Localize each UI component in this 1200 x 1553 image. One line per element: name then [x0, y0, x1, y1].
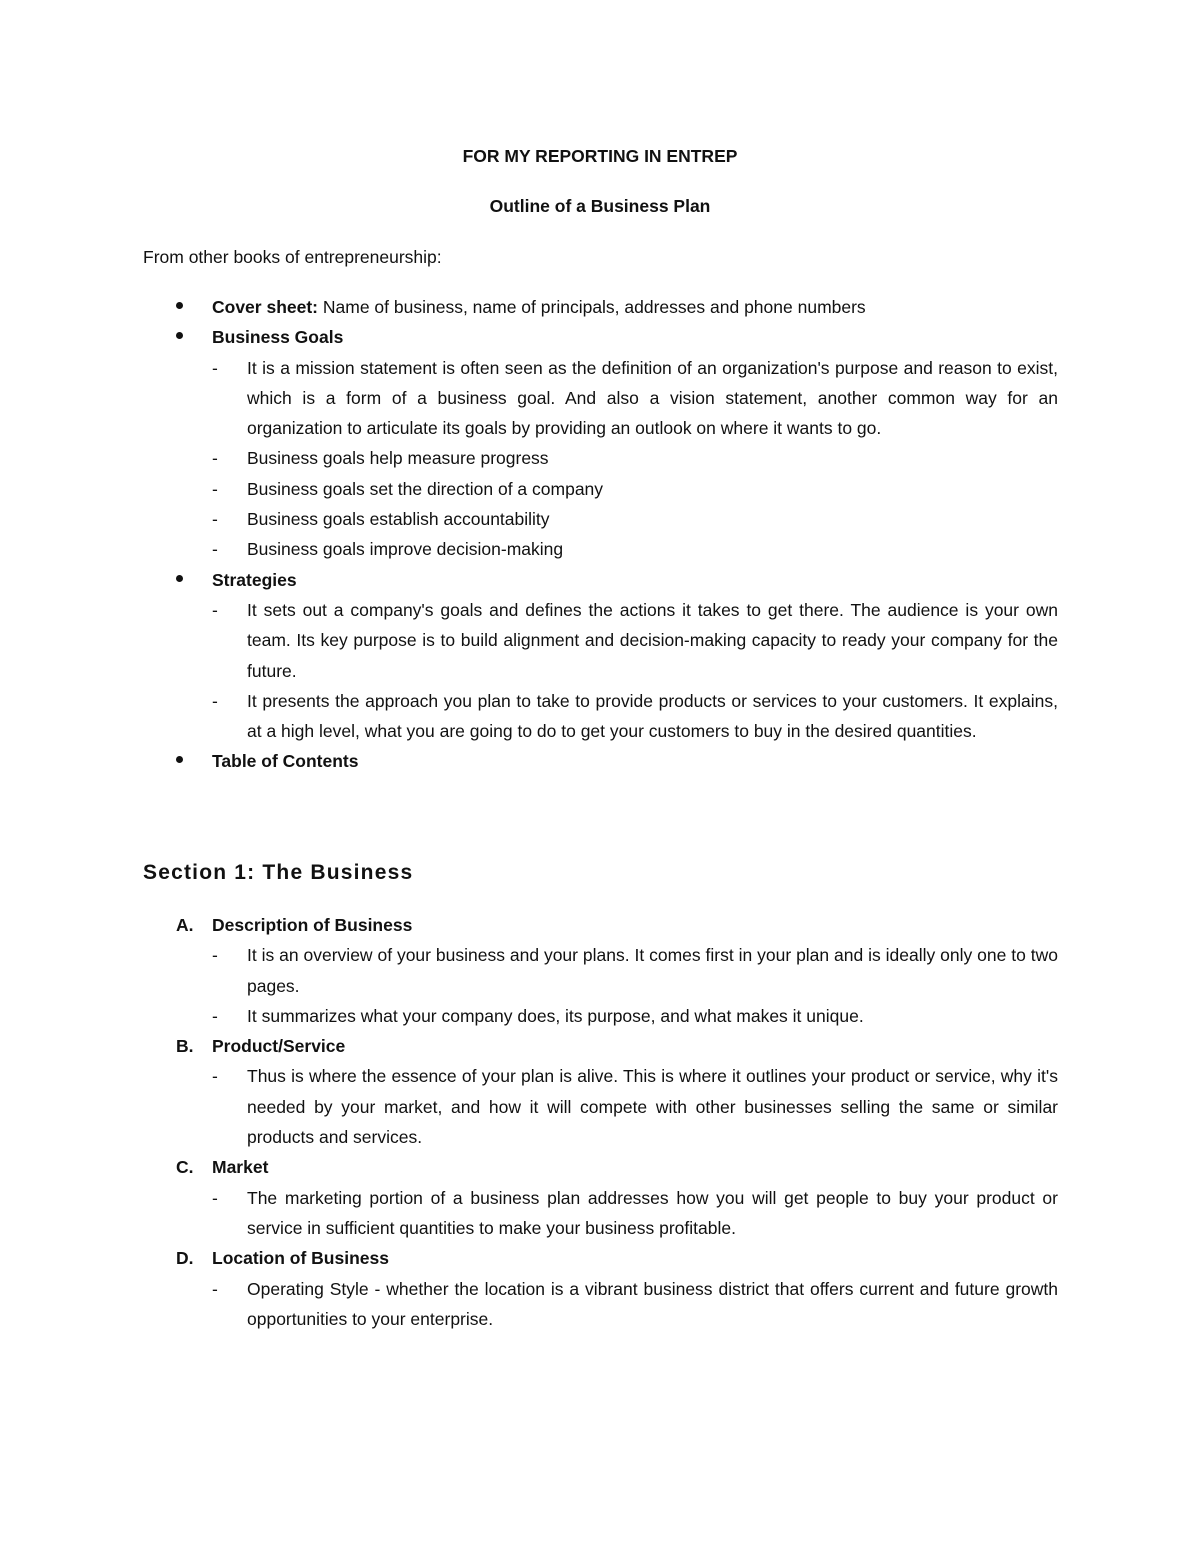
- sub-list: [212, 353, 1058, 565]
- lettered-item-location: [0, 1243, 1058, 1334]
- sub-item-text: It presents the approach you plan to take to provide products or services to your customers. It explains, at a high level, what you are going to do to get your customers to buy in the desired quantities.: [247, 690, 1058, 742]
- sub-item-text: It is an overview of your business and your plans. It comes first in your plan and is ideally only one to two pages.: [247, 945, 1058, 996]
- sub-list-item: [212, 1061, 1058, 1152]
- sub-list: [212, 595, 1058, 746]
- sub-item-text: Business goals establish accountability: [247, 509, 550, 530]
- dash-marker: -: [212, 539, 218, 560]
- sub-list-item: [212, 443, 1058, 473]
- sub-item-text: It is a mission statement is often seen as the definition of an organization's purpose and reason to exist, which is a form of a business goal. And also a vision statement, another common way for an organization to articulate its goals by providing an outlook on where it wants to go.: [247, 357, 1058, 439]
- sub-list-item: [212, 1183, 1058, 1244]
- sub-list-item: [212, 686, 1058, 747]
- sub-list-item: [212, 474, 1058, 504]
- sub-list: [212, 1061, 1058, 1152]
- intro-text: From other books of entrepreneurship:: [143, 247, 442, 267]
- sub-list-item: [212, 353, 1058, 444]
- bullet-label: Strategies: [212, 569, 297, 590]
- dash-marker: -: [212, 448, 218, 469]
- sub-item-text: Operating Style - whether the location is a vibrant business district that offers current and future growth opportunities to your enterprise.: [247, 1278, 1058, 1329]
- bullet-item-business-goals: [0, 322, 1058, 564]
- section-heading: Section 1: The Business: [143, 861, 414, 884]
- sub-item-text: The marketing portion of a business plan addresses how you will get people to buy your product or service in sufficient quantities to make your business profitable.: [247, 1187, 1058, 1238]
- bullet-icon: [176, 575, 183, 582]
- sub-item-text: It sets out a company's goals and defines the actions it takes to get there. The audience is your own team. Its key purpose is to build alignment and decision-making capacity to ready your company for the future.: [247, 599, 1058, 681]
- item-letter: C.: [176, 1157, 194, 1178]
- sub-list-item: [212, 940, 1058, 1001]
- sub-list-item: [212, 1001, 1058, 1031]
- sub-list-item: [212, 534, 1058, 564]
- dash-marker: -: [212, 690, 218, 711]
- dash-marker: -: [212, 357, 218, 378]
- sub-list: [212, 1183, 1058, 1244]
- sub-item-text: It summarizes what your company does, its purpose, and what makes it unique.: [247, 1005, 864, 1026]
- item-label: Market: [212, 1157, 269, 1178]
- bullet-item-cover-sheet: [0, 292, 1058, 322]
- bullet-label: Cover sheet:: [212, 297, 319, 317]
- lettered-item-market: [0, 1152, 1058, 1243]
- bullet-text: Name of business, name of principals, addresses and phone numbers: [318, 297, 866, 317]
- item-label: Description of Business: [212, 915, 413, 935]
- bullet-label: Business Goals: [212, 327, 344, 348]
- item-label: Location of Business: [212, 1248, 389, 1269]
- bullet-list: [0, 292, 1200, 777]
- sub-item-text: Business goals help measure progress: [247, 448, 549, 469]
- dash-marker: -: [212, 1005, 218, 1026]
- sub-item-text: Business goals set the direction of a company: [247, 478, 604, 499]
- dash-marker: -: [212, 1187, 218, 1208]
- lettered-item-description: [0, 910, 1058, 1031]
- bullet-icon: [176, 302, 183, 309]
- dash-marker: -: [212, 509, 218, 530]
- bullet-item-strategies: [0, 565, 1058, 747]
- document-subtitle: Outline of a Business Plan: [489, 196, 711, 216]
- bullet-label: Table of Contents: [212, 751, 359, 772]
- bullet-icon: [176, 756, 183, 763]
- dash-marker: -: [212, 945, 218, 966]
- dash-marker: -: [212, 1278, 218, 1299]
- sub-list-item: [212, 504, 1058, 534]
- lettered-list: [0, 910, 1200, 1334]
- bullet-item-table-of-contents: [0, 746, 1058, 776]
- sub-item-text: Thus is where the essence of your plan is alive. This is where it outlines your product or service, why it's needed by your market, and how it will compete with other businesses selling the same or similar products and services.: [247, 1066, 1058, 1148]
- sub-item-text: Business goals improve decision-making: [247, 539, 564, 560]
- sub-list: [212, 940, 1058, 1031]
- dash-marker: -: [212, 1066, 218, 1087]
- sub-list-item: [212, 1274, 1058, 1335]
- bullet-icon: [176, 332, 183, 339]
- sub-list-item: [212, 595, 1058, 686]
- item-letter: D.: [176, 1248, 194, 1269]
- item-letter: A.: [176, 915, 194, 935]
- dash-marker: -: [212, 599, 218, 620]
- lettered-item-product-service: [0, 1031, 1058, 1152]
- item-label: Product/Service: [212, 1036, 346, 1057]
- document-title: FOR MY REPORTING IN ENTREP: [462, 146, 738, 166]
- item-letter: B.: [176, 1036, 194, 1057]
- dash-marker: -: [212, 478, 218, 499]
- sub-list: [212, 1274, 1058, 1335]
